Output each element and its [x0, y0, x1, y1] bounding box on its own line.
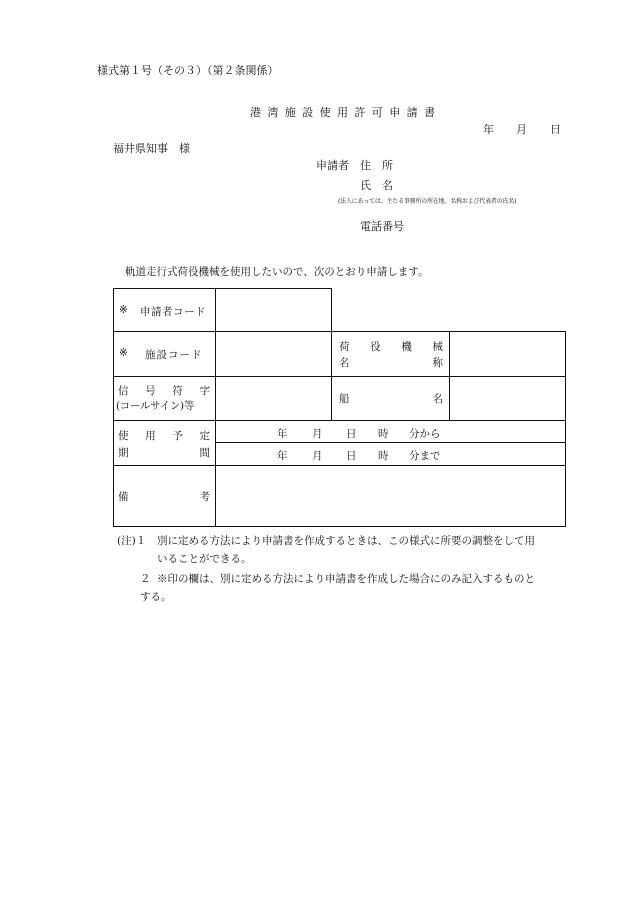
to-minute: 分まで — [409, 450, 441, 462]
callsign-char: 字 — [199, 385, 210, 397]
period-from-field[interactable] — [216, 421, 565, 442]
period-char: 定 — [199, 430, 210, 442]
machine-char: 称 — [432, 357, 443, 369]
period-to-field[interactable] — [216, 443, 565, 465]
ship-name-field[interactable] — [450, 377, 565, 420]
title-text: 港湾施設使用許可申請書 — [250, 106, 442, 119]
callsign-char: 号 — [145, 385, 156, 397]
facility-code-field[interactable] — [216, 332, 331, 376]
period-char: 予 — [172, 430, 183, 442]
applicant-code-label: 申請者コード — [140, 306, 206, 318]
from-year: 年 — [277, 428, 288, 440]
to-month: 月 — [312, 450, 323, 462]
machine-name-field[interactable] — [450, 332, 565, 376]
remarks-label — [118, 489, 210, 504]
machine-char: 役 — [370, 341, 381, 353]
addressee: 福井県知事 様 — [113, 142, 190, 155]
note2-line2: する。 — [140, 591, 172, 603]
form-number: 様式第１号（その３）（第２条関係） — [97, 64, 279, 77]
machine-char: 荷 — [339, 341, 350, 353]
period-char: 期 — [118, 447, 129, 459]
intro-text: 軌道走行式荷役機械を使用したいので、次のとおり申請します。 — [125, 266, 429, 278]
notes-head: (注)１ — [117, 535, 147, 547]
period-char: 用 — [145, 430, 156, 442]
ship-name-label — [339, 391, 443, 406]
document-title — [250, 104, 442, 120]
remarks-char: 考 — [199, 491, 210, 503]
period-char: 間 — [199, 447, 210, 459]
note2-number: ２ — [140, 573, 151, 585]
date-month: 月 — [516, 123, 527, 136]
from-hour: 時 — [378, 428, 389, 440]
to-day: 日 — [346, 450, 357, 462]
remarks-char: 備 — [118, 491, 129, 503]
applicant-label: 申請者 — [316, 159, 349, 172]
note2-line1: ※印の欄は、別に定める方法により申請書を作成した場合にのみ記入するものと — [157, 573, 535, 585]
note1-line2: いることができる。 — [157, 553, 252, 565]
machine-name-line2 — [339, 355, 443, 370]
applicant-code-field[interactable] — [216, 289, 331, 331]
callsign-field[interactable] — [216, 377, 331, 420]
machine-char: 名 — [339, 357, 350, 369]
applicant-address-label: 住 所 — [360, 159, 393, 172]
date-day: 日 — [550, 123, 561, 136]
ship-char: 船 — [339, 393, 350, 405]
to-year: 年 — [277, 450, 288, 462]
from-month: 月 — [312, 428, 323, 440]
period-char: 使 — [118, 430, 129, 442]
to-hour: 時 — [378, 450, 389, 462]
applicant-name-label: 氏 名 — [360, 179, 393, 192]
applicant-code-mark: ※ — [119, 304, 128, 316]
applicant-phone-label: 電話番号 — [360, 220, 404, 233]
callsign-line1 — [118, 383, 210, 398]
facility-code-label: 施設コード — [145, 349, 203, 361]
note1-line1: 別に定める方法により申請書を作成するときは、この様式に所要の調整をして用 — [157, 535, 535, 547]
from-day: 日 — [346, 428, 357, 440]
from-minute: 分から — [409, 428, 441, 440]
machine-char: 機 — [401, 341, 412, 353]
period-line2 — [118, 445, 210, 460]
remarks-field[interactable] — [216, 466, 565, 526]
applicant-corporate-note: (法人にあっては、主たる事務所の所在地、名称および代表者の氏名) — [338, 198, 517, 205]
date-year: 年 — [483, 123, 494, 136]
facility-code-mark: ※ — [119, 347, 128, 359]
callsign-line2: (コールサイン)等 — [116, 400, 195, 412]
machine-name-line1 — [339, 339, 443, 354]
period-line1 — [118, 428, 210, 443]
callsign-char: 信 — [118, 385, 129, 397]
machine-char: 械 — [432, 341, 443, 353]
ship-char: 名 — [432, 393, 443, 405]
callsign-char: 符 — [172, 385, 183, 397]
